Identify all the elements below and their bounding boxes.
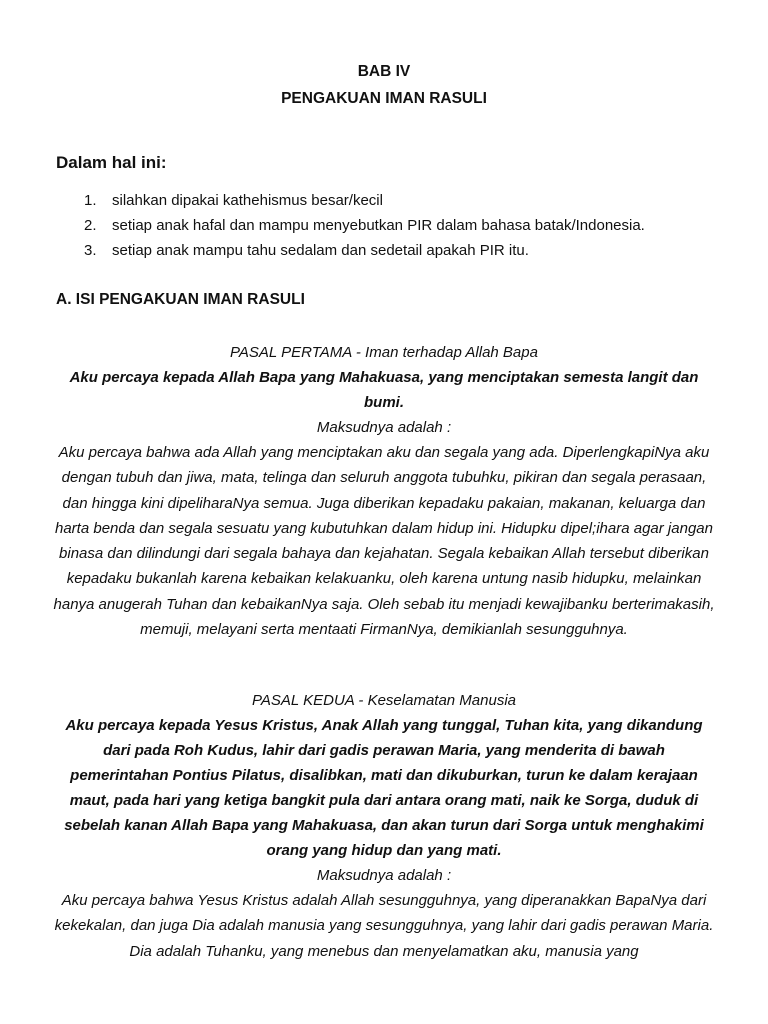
list-text: silahkan dipakai kathehismus besar/kecil	[112, 192, 383, 209]
chapter-number: BAB IV	[357, 63, 411, 80]
list-text: setiap anak hafal dan mampu menyebutkan PIR dalam bahasa batak/Indonesia.	[112, 217, 645, 234]
section-heading: A. ISI PENGAKUAN IMAN RASULI	[56, 291, 305, 308]
list-text: setiap anak mampu tahu sedalam dan sedetail apakah PIR itu.	[112, 242, 529, 259]
intro-heading: Dalam hal ini:	[56, 153, 167, 172]
pasal-section-1	[52, 340, 716, 642]
explanation-text: Aku percaya bahwa ada Allah yang menciptakan aku dan segala yang ada. DiperlengkapiNya aku dengan tubuh dan jiwa, mata, telinga dan seluruh anggota tubuhku, pikiran dan segala perasaan, dan hingga kini dipeliharaNya semua. Juga diberikan kepadaku pakaian, makanan, keluarga dan harta benda dan segala sesuatu yang kubutuhkan dalam hidup ini. Hidupku dipel;ihara agar jangan binasa dan dilindungi dari segala bahaya dan kejahatan. Segala kebaikan Allah tersebut diberikan kepadaku bukanlah karena kebaikan kelakuanku, oleh karena untung nasib hidupku, melainkan hanya anugerah Tuhan dan kebaikanNya saja. Oleh sebab itu menjadi kewajibanku berterimakasih, memuji, melayani serta mentaati FirmanNya, demikianlah sesungguhnya.	[53, 444, 715, 639]
meaning-label: Maksudnya adalah :	[316, 419, 452, 436]
list-number: 1.	[84, 192, 97, 209]
pasal-title: PASAL PERTAMA - Iman terhadap Allah Bapa	[230, 344, 538, 361]
list-number: 2.	[84, 217, 97, 234]
pasal-section-2	[52, 688, 716, 964]
chapter-title: PENGAKUAN IMAN RASULI	[281, 90, 487, 107]
creed-text: Aku percaya kepada Allah Bapa yang Mahakuasa, yang menciptakan semesta langit dan bumi.	[69, 369, 699, 411]
list-number: 3.	[84, 242, 97, 259]
explanation-text: Aku percaya bahwa Yesus Kristus adalah Allah sesungguhnya, yang diperanakkan BapaNya dari kekekalan, dan juga Dia adalah manusia yang sesungguhnya, yang lahir dari gadis perawan Maria. Dia adalah Tuhanku, yang menebus dan menyelamatkan aku, manusia yang	[54, 892, 714, 960]
creed-text: Aku percaya kepada Yesus Kristus, Anak Allah yang tunggal, Tuhan kita, yang dikandung dari pada Roh Kudus, lahir dari gadis perawan Maria, yang menderita di bawah pemerintahan Pontius Pilatus, disalibkan, mati dan dikuburkan, turun ke dalam kerajaan maut, pada hari yang ketiga bangkit pula dari antara orang mati, naik ke Sorga, duduk di sebelah kanan Allah Bapa yang Mahakuasa, dan akan turun dari Sorga untuk menghakimi orang yang hidup dan yang mati.	[64, 717, 704, 859]
meaning-label: Maksudnya adalah :	[316, 867, 452, 884]
pasal-title: PASAL KEDUA - Keselamatan Manusia	[251, 692, 517, 709]
